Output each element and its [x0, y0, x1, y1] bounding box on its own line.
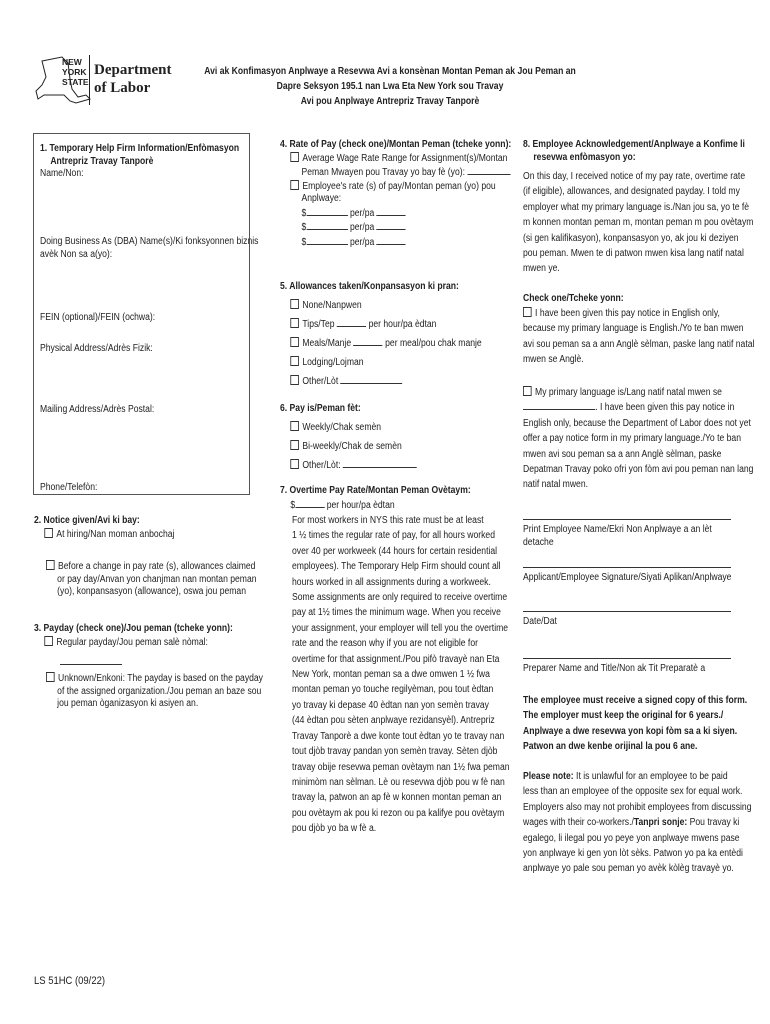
text-line: overtime for that assignment./Pou pifò travayè nan Eta: [292, 653, 500, 665]
primary-language-label: My primary language is/Lang natif natal mwen se: [535, 387, 722, 398]
allowance-other-checkbox[interactable]: [290, 375, 299, 385]
text-line: travay la, patwon an ap fè w konnen montan peman an: [292, 792, 502, 804]
section-1-title: 1. Temporary Help Firm Information/Enfòmasyon: [40, 143, 240, 154]
form-code: LS 51HC (09/22): [34, 975, 105, 987]
form-title-line: Avi pou Anplwaye Antrepriz Travay Tanporè: [300, 96, 480, 107]
rate-period-field[interactable]: [377, 206, 406, 216]
primary-language-checkbox[interactable]: [523, 386, 532, 396]
section-3-title: 3. Payday (check one)/Jou peman (tcheke yonn):: [34, 623, 233, 634]
preparer-line[interactable]: [523, 658, 731, 659]
logo-new: NEW: [62, 57, 82, 67]
form-title-line: Dapre Seksyon 195.1 nan Lwa Eta New York sou Travay: [276, 81, 504, 92]
text-line: employer what my primary language is./Nan jou sa, yo te fè: [523, 201, 750, 213]
phone-field[interactable]: Phone/Telefòn:: [40, 482, 98, 493]
weekly-label: Weekly/Chak semèn: [302, 422, 382, 433]
text-line: Some assignments are only required to receive overtime: [292, 592, 508, 604]
average-wage-label: Peman Mwayen pou Travay yo bay fè (yo):: [301, 167, 465, 178]
primary-language-label: offer a pay notice form in my primary language./Yo te ban: [523, 433, 741, 445]
text-line: tout djòb travay pandan yon semèn travay. Sèten djòb: [292, 746, 498, 758]
form-title: [184, 64, 597, 109]
regular-payday-checkbox[interactable]: [44, 636, 53, 646]
unknown-payday-checkbox[interactable]: [46, 672, 55, 682]
equal-pay-note: Please note: It is unlawful for an employee to be paid less than an employee of the opposite sex for equal work. Employers also may not prohibit employees from discussing wages with their co-workers./Tanpri sonje: Pou travay ki egalego, li ilegal pou yo peye yon anplwaye mwens pase yon anplwaye ki gen yon lòt sèks. Patwon yo pa ka entèdi anplwaye yo pale sou peman yo avèk kòlèg travayè yo.: [523, 771, 752, 875]
section-8-title: resevwa enfòmasyon yo:: [533, 151, 636, 163]
allowance-tips-checkbox[interactable]: [290, 318, 299, 328]
rate-period-field[interactable]: [377, 235, 406, 245]
rate-row: $ per/pa: [280, 206, 512, 221]
allowance-meals-label: Meals/Manje: [302, 338, 352, 349]
employee-name-line[interactable]: [523, 519, 731, 520]
english-only-label: because my primary language is English./Yo te ban mwen: [523, 323, 744, 335]
copy-notice: The employee must receive a signed copy of this form. The employer must keep the original for 6 years./ Anplwaye a dwe resevwa yon kopi fòm sa a ki siyen. Patwon an dwe kenbe orijinal la pou 6 ane.: [523, 695, 748, 753]
employee-rate-checkbox[interactable]: [290, 180, 299, 190]
section-5-title: 5. Allowances taken/Konpansasyon ki pran:: [280, 281, 459, 292]
unknown-payday-label: Unknown/Enkoni: The payday is based on the payday: [58, 673, 263, 684]
date-line[interactable]: [523, 611, 731, 612]
text-line: rate and the reason why if you are not eligible for: [292, 638, 478, 650]
text-line: pou peman. Mwen te di patwon mwen kisa lang natif natal: [523, 248, 744, 260]
before-change-label: Before a change in pay rate (s), allowances claimed: [58, 561, 256, 572]
regular-payday-label: Regular payday/Jou peman salè nòmal:: [56, 636, 208, 648]
mailing-address-field[interactable]: Mailing Address/Adrès Postal:: [40, 404, 155, 415]
primary-language-label: . I have been given this pay notice in: [595, 402, 735, 414]
before-change-label: or pay day/Anvan yon chanjman nan montan peman: [57, 573, 257, 585]
rate-row: $ per/pa: [280, 235, 512, 250]
english-only-label: avi sou peman sa a ann Anglè sèlman, paske lang natif natal: [523, 338, 755, 350]
name-field[interactable]: Name/Non:: [40, 168, 84, 179]
primary-language-label: mwen avi sou peman sa a ann Anglè sèlman, paske: [523, 448, 722, 460]
at-hiring-label: At hiring/Nan moman anbochaj: [56, 528, 175, 540]
section-2-title: 2. Notice given/Avi ki bay:: [34, 515, 140, 526]
section-7-title: 7. Overtime Pay Rate/Montan Peman Ovètaym:: [280, 485, 471, 496]
ny-state-logo: [34, 55, 172, 105]
text-line: montan peman yo touche regilyèman, pou tout èdtan: [292, 684, 494, 696]
unknown-payday-label: jou peman òganizasyon ki asiyen an.: [57, 698, 199, 709]
primary-language-label: Depatman Travay poko ofri yon fòm avi pou peman nan lang: [523, 464, 754, 476]
text-line: New York, montan peman sa a dwe omwen 1 ½ fwa: [292, 669, 490, 681]
allowance-other-label: Other/Lòt: [302, 376, 339, 387]
before-change-checkbox[interactable]: [46, 560, 55, 570]
fein-field[interactable]: FEIN (optional)/FEIN (ochwa):: [40, 312, 156, 323]
pay-other-checkbox[interactable]: [290, 459, 299, 469]
average-wage-label: Average Wage Rate Range for Assignment(s)/Montan: [302, 152, 508, 164]
dba-field[interactable]: Doing Business As (DBA) Name(s)/Ki fonksyonnen biznis avèk Non sa a(yo):: [40, 236, 259, 260]
weekly-checkbox[interactable]: [290, 421, 299, 431]
overtime-rate-field[interactable]: [295, 498, 324, 508]
text-line: pou djòb yo ba w fè a.: [292, 823, 377, 835]
text-line: pay at 1½ times the minimum wage. When you receive: [292, 607, 501, 619]
acknowledgement-text: [523, 169, 755, 277]
allowance-meals-checkbox[interactable]: [290, 337, 299, 347]
employee-signature-label: Applicant/Employee Signature/Siyati Aplikan/Anplwaye: [523, 572, 732, 583]
average-wage-checkbox[interactable]: [290, 152, 299, 162]
employee-name-label: Print Employee Name/Ekri Non Anplwaye a an lèt detache: [523, 524, 712, 548]
logo-department: Department: [94, 62, 172, 78]
section-4-title: 4. Rate of Pay (check one)/Montan Peman (tcheke yonn):: [280, 139, 512, 150]
date-label: Date/Dat: [523, 616, 557, 627]
form-title-line: Avi ak Konfimasyon Anplwaye a Resevwa Avi a konsènan Montan Peman ak Jou Peman an: [204, 66, 576, 77]
primary-language-label: natif natal mwen.: [523, 479, 589, 491]
text-line: over 40 per workweek (44 hours for certain residential: [292, 545, 498, 557]
rate-amount-field[interactable]: [306, 235, 347, 245]
primary-language-field[interactable]: [523, 400, 595, 410]
logo-state: STATE: [62, 77, 89, 87]
text-line: pou ovètaym ak pou ki rezon ou pa kalifye pou ovètaym: [292, 807, 505, 819]
tips-amount-field[interactable]: [337, 317, 366, 327]
text-line: On this day, I received notice of my pay rate, overtime rate: [523, 171, 746, 182]
unknown-payday-label: of the assigned organization./Jou peman an baze sou: [57, 685, 262, 697]
text-line: minimòm nan sèlman. Lè ou resevwa djòb pou w fè nan: [292, 776, 505, 788]
logo-york: YORK: [62, 67, 87, 77]
section-1-title: Antrepriz Travay Tanporè: [50, 155, 154, 167]
biweekly-checkbox[interactable]: [290, 440, 299, 450]
at-hiring-checkbox[interactable]: [44, 528, 53, 538]
allowance-lodging-label: Lodging/Lojman: [302, 357, 364, 368]
physical-address-field[interactable]: Physical Address/Adrès Fizik:: [40, 343, 153, 354]
employee-signature-line[interactable]: [523, 567, 731, 568]
regular-payday-field[interactable]: [60, 664, 122, 665]
english-only-label: I have been given this pay notice in English only,: [535, 308, 720, 319]
rate-period-field[interactable]: [377, 220, 406, 230]
logo-of-labor: of Labor: [94, 80, 151, 96]
meals-amount-field[interactable]: [354, 336, 383, 346]
allowance-lodging-checkbox[interactable]: [290, 356, 299, 366]
average-wage-field[interactable]: [467, 165, 510, 175]
check-one-title: Check one/Tcheke yonn:: [523, 293, 624, 304]
allowance-tips-label: Tips/Tep: [302, 319, 335, 330]
rate-amount-field[interactable]: [306, 220, 347, 230]
overtime-explanation: [292, 513, 524, 837]
text-line: your assignment, your employer will tell you the overtime: [292, 622, 509, 634]
english-only-label: mwen se Anglè.: [523, 354, 584, 366]
before-change-label: (yo), konpansasyon (allowance), oswa jou peman: [57, 586, 247, 597]
rate-amount-field[interactable]: [306, 206, 347, 216]
primary-language-label: English only, because the Department of Labor does not yet: [523, 417, 751, 429]
preparer-label: Preparer Name and Title/Non ak Tit Preparatè a: [523, 663, 706, 674]
text-line: (44 èdtan pou sèten anplwaye rezidansyèl). Antrepriz: [292, 715, 495, 727]
biweekly-label: Bi-weekly/Chak de semèn: [302, 441, 402, 452]
text-line: m konnen montan peman m, montan peman m pou ovètaym: [523, 217, 754, 229]
text-line: For most workers in NYS this rate must be at least: [292, 515, 484, 526]
text-line: 1 ½ times the regular rate of pay, for all hours worked: [292, 530, 496, 542]
text-line: employees). The Temporary Help Firm should count all: [292, 561, 501, 573]
pay-other-field[interactable]: [343, 458, 417, 468]
section-6-title: 6. Pay is/Peman fèt:: [280, 403, 361, 414]
text-line: (if eligible), allowances, and designated payday. I told my: [523, 186, 740, 198]
rate-row: $ per/pa: [280, 220, 512, 235]
allowance-other-field[interactable]: [341, 374, 403, 384]
pay-other-label: Other/Lòt:: [302, 460, 341, 471]
allowance-none-checkbox[interactable]: [290, 299, 299, 309]
text-line: yo travay ki depase 40 èdtan nan yon semèn travay: [292, 699, 489, 711]
employee-rate-label: Employee's rate (s) of pay/Montan peman (yo) pou: [302, 180, 496, 192]
section-8-title: 8. Employee Acknowledgement/Anplwaye a Konfime li: [523, 139, 745, 150]
text-line: Travay Tanporè a dwe konte tout èdtan yo te travay nan: [292, 730, 505, 742]
text-line: travay obije resevwa peman ovètaym nan 1½ fwa peman: [292, 761, 510, 773]
text-line: (si gen kalifikasyon), konpansasyon yo, ak jou ki deziyen: [523, 232, 739, 244]
allowance-none-label: None/Nanpwen: [302, 300, 362, 311]
text-line: mwen ye.: [523, 263, 560, 275]
employee-rate-label: Anplwaye:: [301, 193, 342, 204]
english-only-checkbox[interactable]: [523, 307, 532, 317]
text-line: hours worked in all assignments during a workweek.: [292, 576, 491, 588]
